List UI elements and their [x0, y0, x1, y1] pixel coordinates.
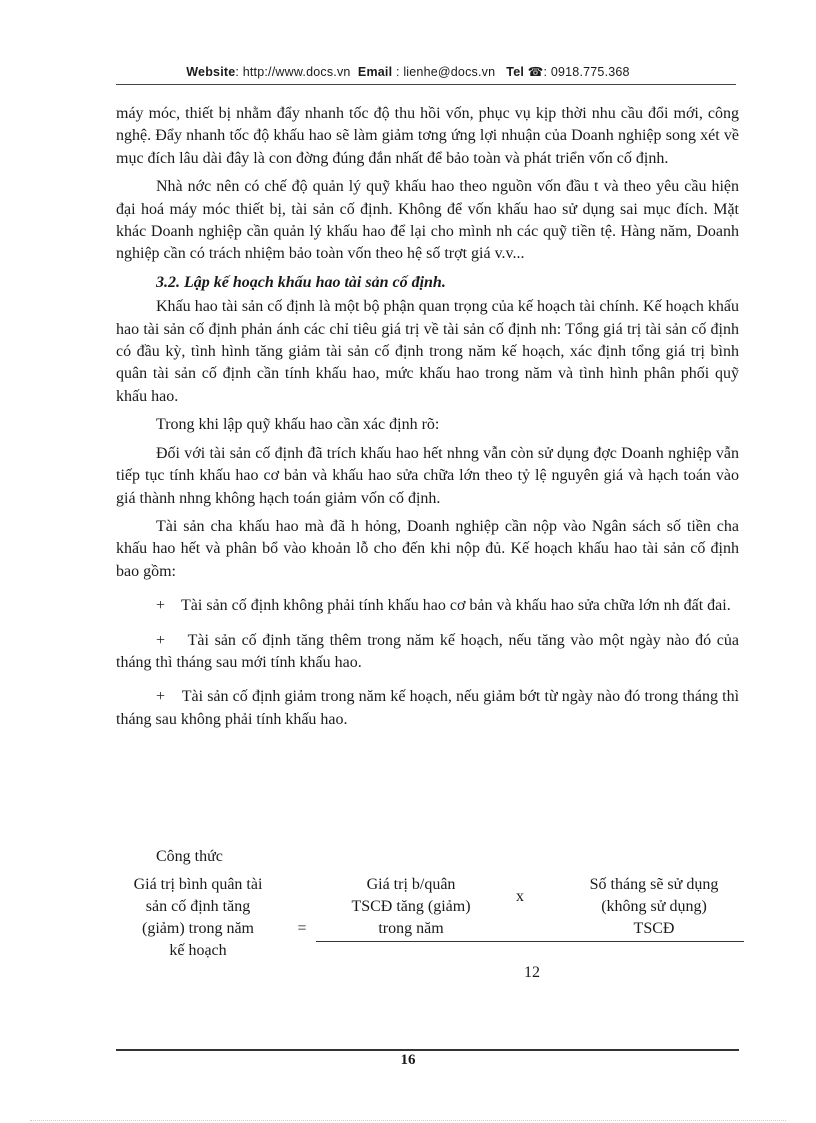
bullet-text: Tài sản cố định giảm trong năm kế hoạch, nếu giảm bớt từ ngày nào đó trong tháng thì tháng sau không phải tính khấu hao.: [116, 688, 740, 728]
months-line: TSCĐ: [633, 920, 675, 937]
tel-value: : 0918.775.368: [543, 65, 630, 79]
tel-label: Tel: [506, 65, 525, 79]
formula-left-line: Giá trị bình quân tài: [133, 876, 263, 893]
section-heading: 3.2. Lập kế hoạch khấu hao tài sản cố định.: [156, 273, 446, 291]
plus-icon: +: [156, 597, 166, 615]
formula-left-line: (giảm) trong năm: [142, 920, 254, 937]
page-number: 16: [400, 1052, 416, 1068]
equals-sign: =: [297, 920, 307, 937]
document-body: [116, 103, 739, 731]
paragraph-5: Đối với tài sản cố định đã trích khấu hao hết nhng vẫn còn sử dụng đợc Doanh nghiệp vẫn tiếp tục tính khấu hao cơ bản và khấu hao sửa chữa lớn theo tỷ lệ nguyên giá và hạch toán vào giá thành nhng không hạch toán giảm vốn cố định.: [116, 444, 739, 507]
bullet-item: [116, 686, 739, 731]
formula-denominator: 12: [524, 964, 540, 981]
bullet-item: [116, 595, 739, 617]
formula-left-line: sản cố định tăng: [145, 898, 251, 915]
paragraph-3: Khấu hao tài sản cố định là một bộ phận quan trọng của kế hoạch tài chính. Kế hoạch khấu hao tài sản cố định phản ánh các chỉ tiêu giá trị về tài sản cố định nh: Tổng giá trị tài sản cố định có đầu kỳ, tình hình tăng giảm tài sản cố định trong năm kế hoạch, xác định tổng giá trị bình quân tài sản cố định cần tính khấu hao, mức khấu hao trong năm và tình hình phân phối quỹ khấu hao.: [116, 298, 739, 405]
numerator-line: Giá trị b/quân: [366, 876, 456, 893]
page-header: [0, 64, 816, 79]
paragraph-4: Trong khi lập quỹ khấu hao cần xác định rõ:: [156, 416, 440, 434]
website-label: Website: [186, 65, 236, 79]
bullet-text: Tài sản cố định không phải tính khấu hao cơ bản và khấu hao sửa chữa lớn nh đất đai.: [181, 597, 731, 615]
header-rule: [116, 84, 736, 85]
email-label: Email: [357, 65, 393, 79]
plus-icon: +: [156, 631, 166, 649]
numerator-line: trong năm: [378, 920, 444, 937]
bullet-item: [116, 630, 739, 675]
fraction-line: [316, 941, 744, 942]
months-line: (không sử dụng): [601, 898, 707, 915]
multiply-sign: x: [516, 888, 524, 905]
paragraph-2: Nhà nớc nên có chế độ quản lý quỹ khấu hao theo nguồn vốn đầu t và theo yêu cầu hiện đại hoá máy móc thiết bị, tài sản cố định. Không để vốn khấu hao sử dụng sai mục đích. Mặt khác Doanh nghiệp cần quản lý khấu hao để lại cho mình nh các quỹ tiền tệ. Hàng năm, Doanh nghiệp cần có trách nhiệm bảo toàn vốn theo hệ số trợt giá v.v...: [116, 178, 739, 263]
formula-label: Công thức: [156, 848, 223, 865]
formula-months: [566, 874, 742, 940]
formula-left-line: kế hoạch: [169, 942, 227, 959]
paragraph-6: Tài sản cha khấu hao mà đã h hỏng, Doanh nghiệp cần nộp vào Ngân sách số tiền cha khấu hao hết và phân bổ vào khoản lỗ cho đến khi nộp đủ. Kế hoạch khấu hao tài sản cố định bao gồm:: [116, 517, 739, 580]
formula-numerator: [322, 874, 500, 940]
plus-icon: +: [156, 688, 166, 706]
months-line: Số tháng sẽ sử dụng: [589, 876, 719, 893]
phone-icon: ☎: [527, 65, 544, 79]
footer-rule: [116, 1049, 739, 1051]
numerator-line: TSCĐ tăng (giảm): [351, 898, 471, 915]
website-value: : http://www.docs.vn: [235, 65, 351, 79]
paragraph-1: máy móc, thiết bị nhằm đẩy nhanh tốc độ thu hồi vốn, phục vụ kịp thời nhu cầu đổi mới, công nghệ. Đẩy nhanh tốc độ khấu hao sẽ làm giảm tơng ứng lợi nhuận của Doanh nghiệp song xét về mục đích lâu dài đây là con đờng đúng đắn nhất để bảo toàn và phát triển vốn cố định.: [116, 105, 739, 167]
email-value: : lienhe@docs.vn: [395, 65, 496, 79]
bullet-text: Tài sản cố định tăng thêm trong năm kế hoạch, nếu tăng vào một ngày nào đó của tháng thì tháng sau mới tính khấu hao.: [116, 631, 740, 671]
page-bottom-border: [30, 1120, 786, 1121]
formula-left-side: [112, 874, 284, 962]
